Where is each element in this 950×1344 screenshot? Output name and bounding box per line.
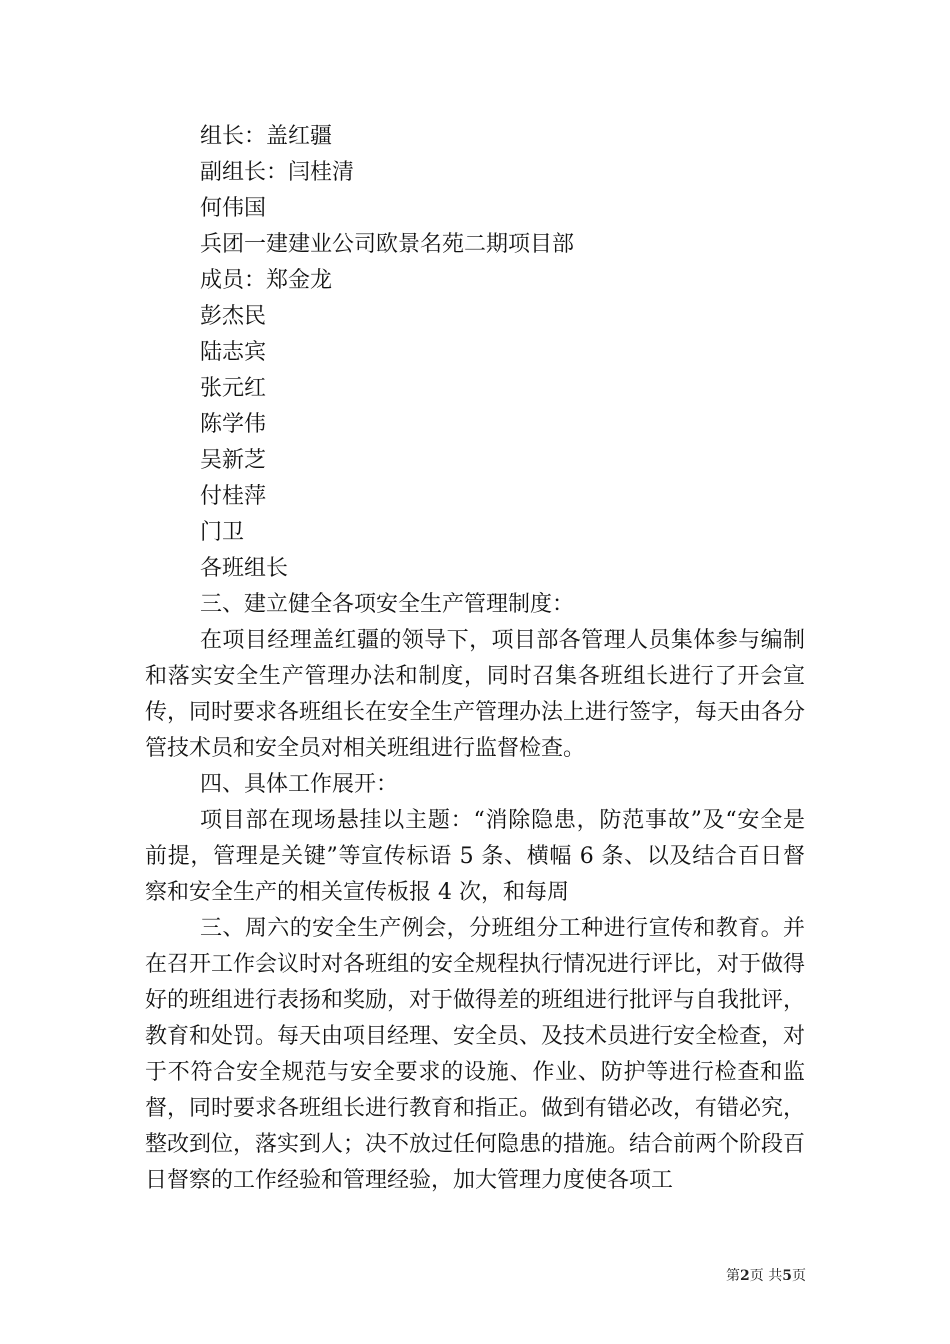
section-3-heading: 三、建立健全各项安全生产管理制度：: [200, 592, 575, 617]
member-name: 各班组长: [200, 556, 289, 581]
page-footer: [700, 1266, 806, 1286]
department-line: 兵团一建建业公司欧景名苑二期项目部: [200, 232, 575, 257]
member-name: 陆志宾: [200, 340, 267, 365]
member-name: 彭杰民: [200, 304, 267, 329]
member-name: 付桂萍: [200, 484, 267, 509]
member-name: 张元红: [200, 376, 267, 401]
team-leader-line: 组长：盖红疆: [200, 124, 333, 149]
member-name: 陈学伟: [200, 412, 267, 437]
total-page-number: 5: [782, 1268, 792, 1284]
section-4-paragraph: 项目部在现场悬挂以主题：“消除隐患，防范事故”及“安全是前提，管理是关键”等宣传标语 5 条、横幅 6 条、以及结合百日督察和安全生产的相关宣传板报 4 次，和每周: [145, 808, 805, 905]
members-label-line: 成员：郑金龙: [200, 268, 333, 293]
current-page-number: 2: [740, 1268, 750, 1284]
footer-mid: 页 共: [749, 1268, 783, 1284]
member-name: 吴新芝: [200, 448, 267, 473]
footer-suffix: 页: [792, 1268, 806, 1284]
section-4-heading: 四、具体工作展开：: [200, 772, 399, 797]
deputy-leader-line: 副组长：闫桂清: [200, 160, 355, 185]
member-name: 门卫: [200, 520, 245, 545]
footer-prefix: 第: [726, 1268, 741, 1284]
section-3-paragraph: 在项目经理盖红疆的领导下，项目部各管理人员集体参与编制和落实安全生产管理办法和制度，同时召集各班组长进行了开会宣传，同时要求各班组长在安全生产管理办法上进行签字，每天由各分管技术员和安全员对相关班组进行监督检查。: [145, 628, 806, 761]
section-4-paragraph-2: 三、周六的安全生产例会，分班组分工种进行宣传和教育。并在召开工作会议时对各班组的安全规程执行情况进行评比，对于做得好的班组进行表扬和奖励，对于做得差的班组进行批评与自我批评，教育和处罚。每天由项目经理、安全员、及技术员进行安全检查，对于不符合安全规范与安全要求的设施、作业、防护等进行检查和监督，同时要求各班组长进行教育和指正。做到有错必改，有错必究，整改到位，落实到人；决不放过任何隐患的措施。结合前两个阶段百日督察的工作经验和管理经验，加大管理力度使各项工: [145, 916, 806, 1193]
deputy-leader-line-2: 何伟国: [200, 196, 267, 221]
